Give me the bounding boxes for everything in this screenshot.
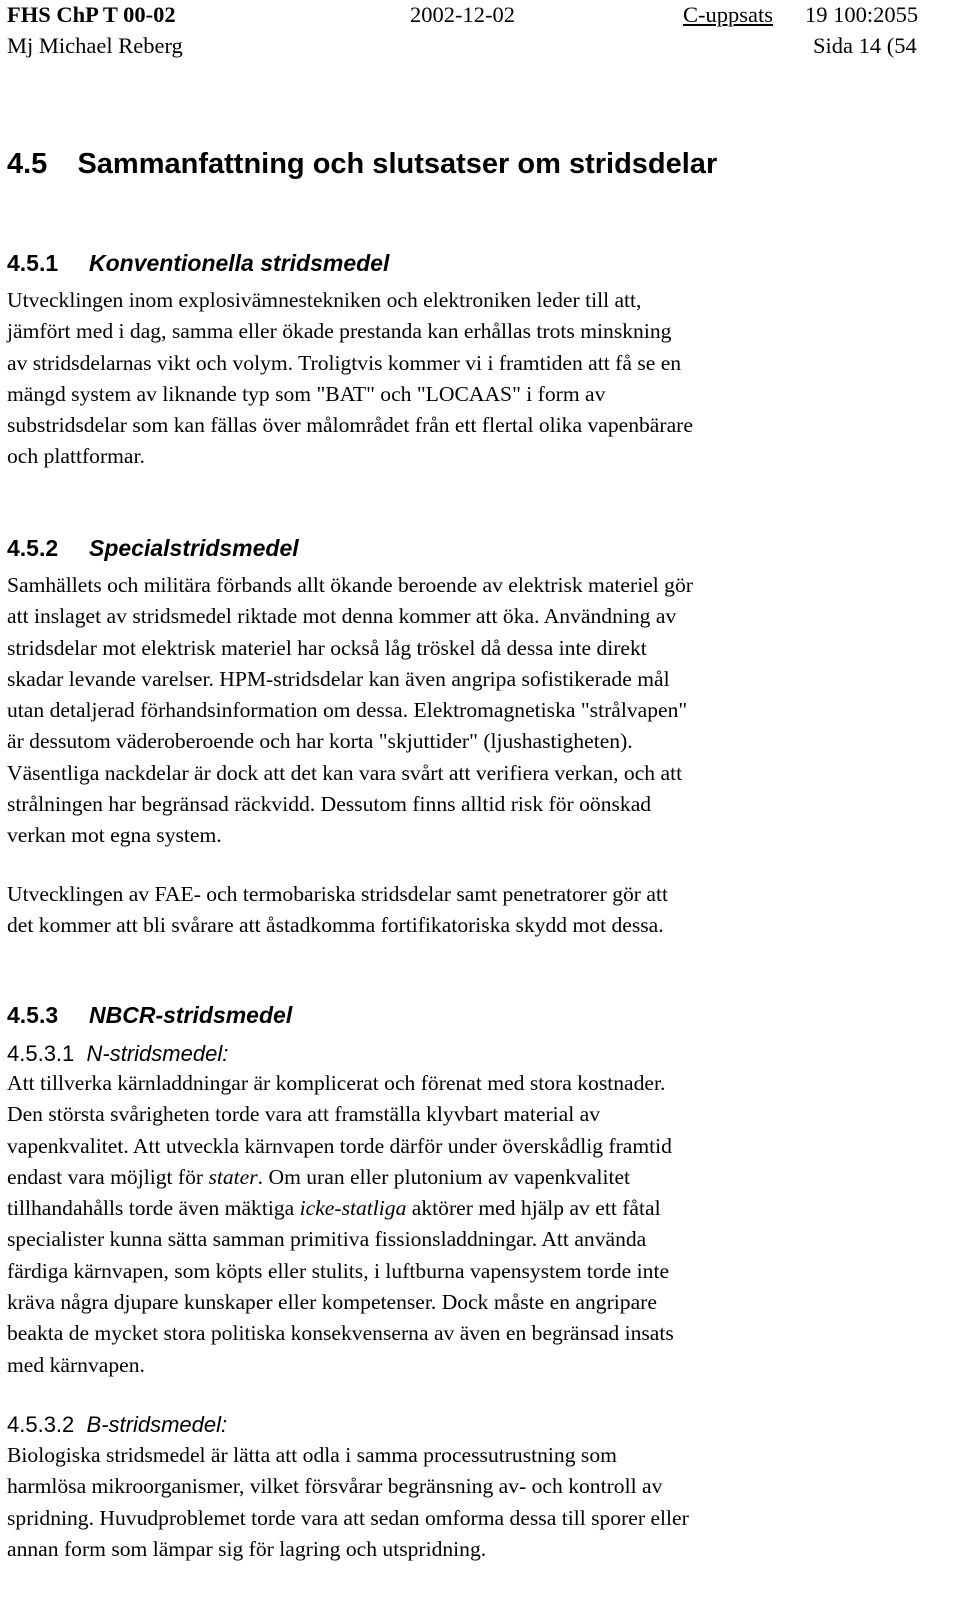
section-heading (7, 148, 717, 181)
subsection-heading-nbcr: 4.5.3 NBCR-stridsmedel (7, 1002, 293, 1028)
doc-id: FHS ChP T 00-02 (7, 2, 176, 27)
paragraph-n-weapons: Att tillverka kärnladdningar är komplicerat och förenat med stora kostnader. Den största svårigheten torde vara att framställa klyvbart material av vapenkvalitet. Att utveckla kärnvapen torde därför under överskådlig framtid endast vara möjligt för stater. Om uran eller plutonium av vapenkvalitet tillhandahålls torde även mäktiga icke-statliga aktörer med hjälp av ett fåtal specialister kunna sätta samman primitiva fissionsladdningar. Att använda färdiga kärnvapen, som köpts eller stulits, i luftburna vapensystem torde inte kräva några djupare kunskaper eller kompetenser. Dock måste en angripare beakta de mycket stora politiska konsekvenserna av även en begränsad insats med kärnvapen. (7, 1071, 674, 1377)
paragraph-b-weapons: Biologiska stridsmedel är lätta att odla i samma processutrustning som harmlösa mikroorganismer, vilket försvårar begränsning av- och kontroll av spridning. Huvudproblemet torde vara att sedan omforma dessa till sporer eller annan form som lämpar sig för lagring och utspridning. (7, 1443, 689, 1561)
subsection-heading-special: 4.5.2 Specialstridsmedel (7, 535, 299, 561)
paragraph-special-1: Samhällets och militära förbands allt ökande beroende av elektrisk materiel gör att inslaget av stridsmedel riktade mot denna kommer att öka. Användning av stridsdelar mot elektrisk materiel har också låg tröskel då dessa inte direkt skadar levande varelser. HPM-stridsdelar kan även angripa sofistikerade mål utan detaljerad förhandsinformation om dessa. Elektromagnetiska "strålvapen" är dessutom väderoberoende och har korta "skjuttider" (ljushastigheten). Väsentliga nackdelar är dock att det kan vara svårt att verifiera verkan, och att strålningen har begränsad räckvidd. Dessutom finns alltid risk för oönskad verkan mot egna system. (7, 573, 693, 848)
doc-author: Mj Michael Reberg (7, 33, 183, 58)
paragraph-special-2: Utvecklingen av FAE- och termobariska stridsdelar samt penetratorer gör att det kommer att bli svårare att åstadkomma fortifikatoriska skydd mot dessa. (7, 882, 668, 938)
subsection-heading-conventional: 4.5.1 Konventionella stridsmedel (7, 250, 390, 276)
section-title: Sammanfattning och slutsatser om stridsdelar (77, 148, 718, 180)
subsubsection-heading-n: 4.5.3.1 N-stridsmedel: (7, 1041, 229, 1066)
doc-ref-number: 19 100:2055 (805, 2, 919, 27)
page-number: Sida 14 (54 (813, 33, 917, 58)
section-number: 4.5 (7, 148, 48, 180)
doc-date: 2002-12-02 (410, 2, 515, 27)
subsubsection-heading-b: 4.5.3.2 B-stridsmedel: (7, 1412, 228, 1437)
paragraph-conventional: Utvecklingen inom explosivämnestekniken och elektroniken leder till att, jämfört med i dag, samma eller ökade prestanda kan erhållas trots minskning av stridsdelarnas vikt och volym. Troligtvis kommer vi i framtiden att få se en mängd system av liknande typ som "BAT" och "LOCAAS" i form av substridsdelar som kan fällas över målområdet från ett flertal olika vapenbärare och plattformar. (7, 288, 693, 469)
doc-type: C-uppsats (683, 2, 773, 27)
